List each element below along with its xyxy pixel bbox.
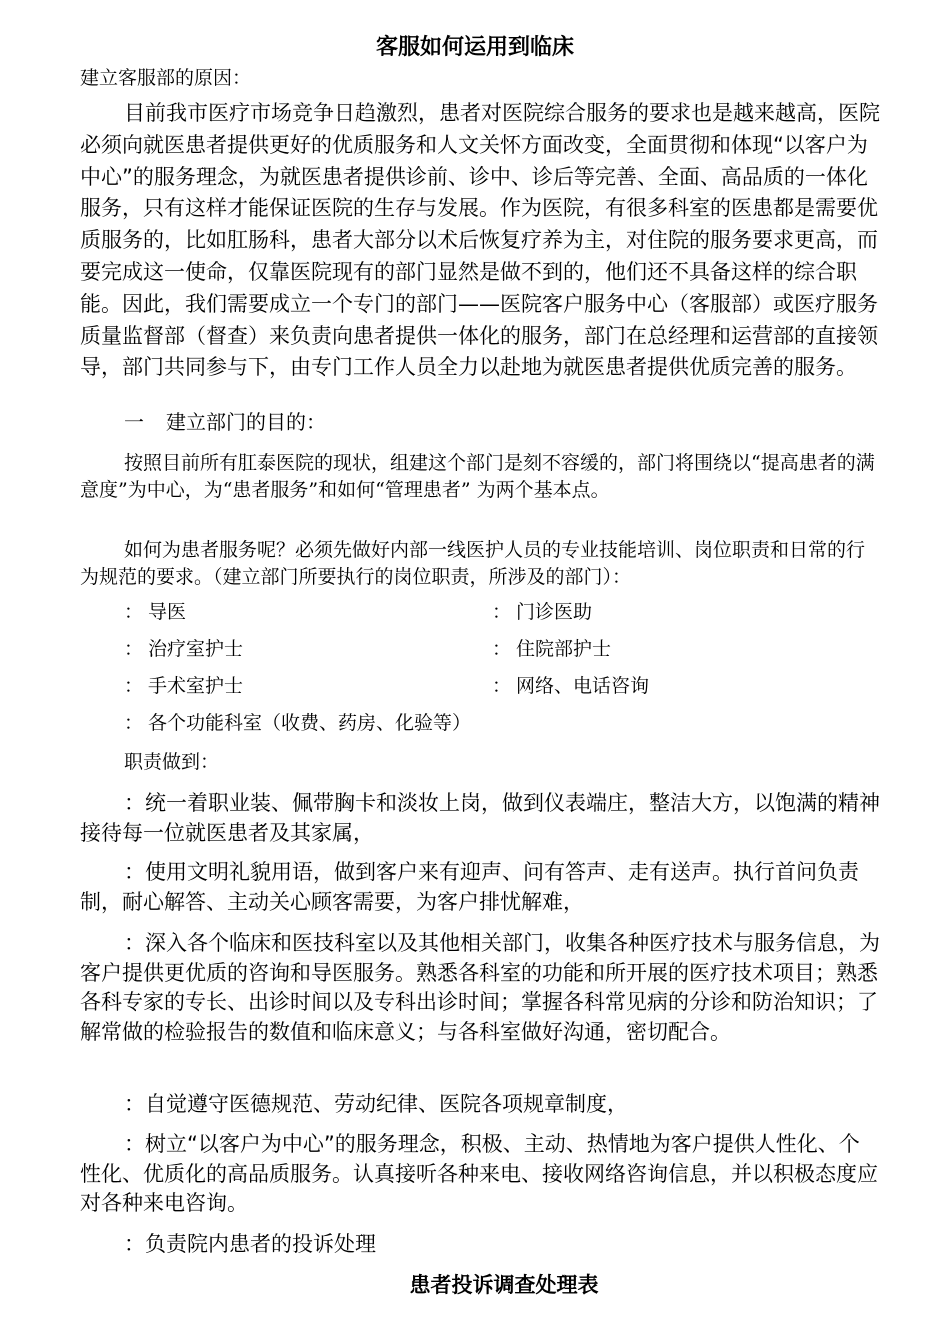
table-title: 患者投诉调查处理表	[409, 1273, 599, 1297]
section-heading-text: 建立部门的目的：	[166, 410, 326, 434]
duty-item: ：树立“以客户为中心”的服务理念，积极、主动、热情地为客户提供人性化、个性化、优质化的高品质服务。认真接听各种来电、接收网络咨询信息，并以积极态度应对各种来电咨询。	[80, 1132, 878, 1215]
reason-label: 建立客服部的原因：	[80, 67, 252, 89]
intro-paragraph: 目前我市医疗市场竞争日趋激烈，患者对医院综合服务的要求也是越来越高，医院必须向就医患者提供更好的优质服务和人文关怀方面改变，全面贯彻和体现“以客户为中心”的服务理念，为就医患者提供诊前、诊中、诊后等完善、全面、高品质的一体化服务，只有这样才能保证医院的生存与发展。作为医院，有很多科室的医患都是需要优质服务的，比如肛肠科，患者大部分以术后恢复疗养为主，对住院的服务要求更高，而要完成这一使命，仅靠医院现有的部门显然是做不到的，他们还不具备这样的综合职能。因此，我们需要成立一个专门的部门——医院客户服务中心（客服部）或医疗服务质量监督部（督查）来负责向患者提供一体化的服务，部门在总经理和运营部的直接领导，部门共同参与下，由专门工作人员全力以赴地为就医患者提供优质完善的服务。	[80, 101, 880, 380]
document-title: 客服如何运用到临床	[375, 35, 574, 60]
list-item: ： 治疗室护士	[124, 638, 244, 660]
role-label: 导医	[148, 601, 187, 623]
list-item: ： 手术室护士	[124, 675, 244, 697]
role-label: 住院部护士	[516, 638, 612, 660]
list-item: ： 门诊医助	[492, 601, 593, 623]
role-label: 手术室护士	[148, 675, 244, 697]
duty-item: ：使用文明礼貌用语，做到客户来有迎声、问有答声、走有送声。执行首问负责制，耐心解答、主动关心顾客需要，为客户排忧解难，	[80, 860, 859, 914]
duty-item: ：自觉遵守医德规范、劳动纪律、医院各项规章制度，	[124, 1092, 628, 1116]
duty-item: ：深入各个临床和医技科室以及其他相关部门，收集各种医疗技术与服务信息，为客户提供更优质的咨询和导医服务。熟悉各科室的功能和所开展的医疗技术项目；熟悉各科专家的专长、出诊时间以及专科出诊时间；掌握各科常见病的分诊和防治知识；了解常做的检验报告的数值和临床意义；与各科室做好沟通，密切配合。	[80, 931, 880, 1044]
role-label: 门诊医助	[516, 601, 593, 623]
role-label: 各个功能科室（收费、药房、化验等）	[148, 712, 472, 734]
list-item: ： 网络、电话咨询	[492, 675, 650, 697]
list-item: ： 住院部护士	[492, 638, 612, 660]
section-paragraph-1: 按照目前所有肛泰医院的现状，组建这个部门是刻不容缓的，部门将围绕以“提高患者的满意度”为中心，为“患者服务”和如何“管理患者” 为两个基本点。	[80, 452, 875, 501]
list-item: ： 导医	[124, 601, 187, 623]
section-number: 一	[124, 410, 144, 434]
section-paragraph-2: 如何为患者服务呢？必须先做好内部一线医护人员的专业技能培训、岗位职责和日常的行为规范的要求。（建立部门所要执行的岗位职责，所涉及的部门）：	[80, 539, 866, 588]
list-item: ： 各个功能科室（收费、药房、化验等）	[124, 712, 472, 734]
role-label: 网络、电话咨询	[516, 675, 650, 697]
duties-label: 职责做到：	[124, 751, 220, 773]
section-heading	[124, 407, 326, 437]
role-label: 治疗室护士	[148, 638, 244, 660]
duty-item: ：统一着职业装、佩带胸卡和淡妆上岗，做到仪表端庄，整洁大方，以饱满的精神接待每一位就医患者及其家属，	[80, 791, 880, 845]
duty-item: ：负责院内患者的投诉处理	[124, 1232, 376, 1256]
